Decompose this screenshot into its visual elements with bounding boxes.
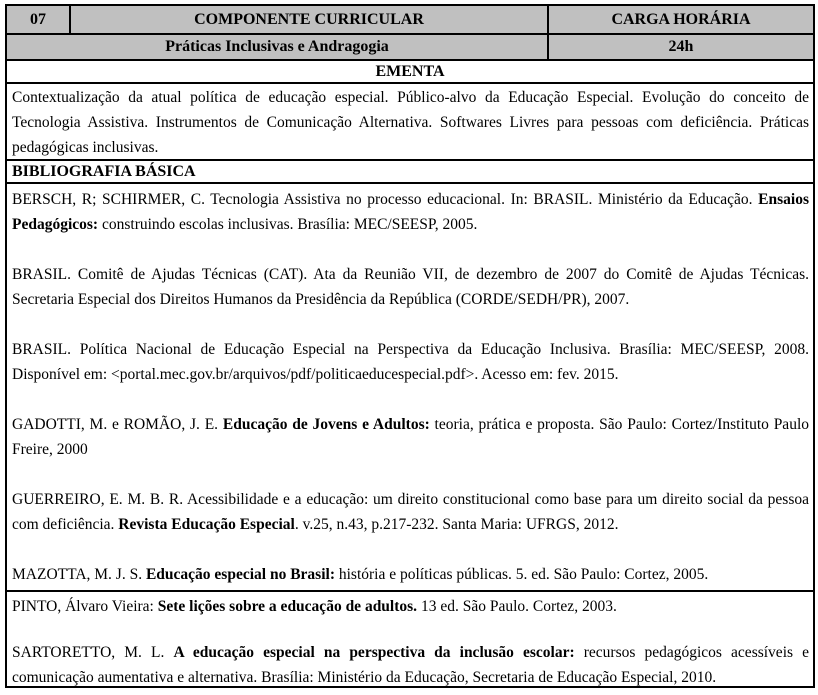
- bibliography-heading: BIBLIOGRAFIA BÁSICA: [7, 159, 813, 182]
- entry-bold-title: Educação de Jovens e Adultos:: [222, 416, 430, 433]
- curriculum-table: [5, 4, 815, 688]
- bibliography-entry-brasil-cat: [12, 262, 809, 312]
- component-name-row: [7, 33, 813, 59]
- bibliography-entry-mazotta: [12, 562, 809, 587]
- workload-header: CARGA HORÁRIA: [611, 10, 751, 28]
- bibliography-entry-bersch: [12, 187, 809, 237]
- bibliography-cell-primary: [7, 182, 813, 590]
- entry-text: BERSCH, R; SCHIRMER, C. Tecnologia Assistiva no processo educacional. In: BRASIL. Ministério da Educação.: [12, 191, 759, 208]
- bibliography-entry-brasil-politica: [12, 337, 809, 387]
- entry-text: GUERREIRO, E. M. B. R. Acessibilidade e a educação: um direito constitucional como base para um direito social da pessoa com deficiência.: [12, 491, 809, 533]
- component-number-cell: 07: [7, 6, 71, 33]
- component-curricular-header: COMPONENTE CURRICULAR: [71, 6, 549, 33]
- workload-value-cell: 24h: [668, 38, 694, 55]
- entry-text: . v.25, n.43, p.217-232. Santa Maria: UFRGS, 2012.: [294, 516, 619, 533]
- bibliography-entry-gadotti: [12, 412, 809, 462]
- entry-text: BRASIL. Política Nacional de Educação Especial na Perspectiva da Educação Inclusiva. Brasília: MEC/SEESP, 2008. Disponível em: <portal.mec.gov.br/arquivos/pdf/politicaeducespecial.pdf>. Acesso em: fev. 2015.: [12, 341, 809, 383]
- bibliography-entry-pinto: [12, 594, 809, 619]
- ementa-text: Contextualização da atual política de educação especial. Público-alvo da Educação Especial. Evolução do conceito de Tecnologia Assistiva. Instrumentos de Comunicação Alternativa. Softwares Livres para pessoas com deficiência. Práticas pedagógicas inclusivas.: [7, 82, 813, 159]
- bibliography-entry-guerreiro: [12, 487, 809, 537]
- header-row: [7, 6, 813, 33]
- entry-text: recursos pedagógicos acessíveis e comunicação aumentativa e alternativa. Brasília: Ministério da Educação, Secretaria de Educação Especial, 2010.: [12, 644, 810, 686]
- entry-text: teoria, prática e proposta. São Paulo: Cortez/Instituto Paulo Freire, 2000: [12, 416, 809, 458]
- entry-text: PINTO, Álvaro Vieira:: [12, 598, 158, 615]
- entry-text: MAZOTTA, M. J. S.: [12, 566, 146, 583]
- entry-bold-title: A educação especial na perspectiva da inclusão escolar:: [173, 644, 575, 661]
- entry-text: construindo escolas inclusivas. Brasília: MEC/SEESP, 2005.: [98, 216, 478, 233]
- entry-bold-title: Revista Educação Especial: [118, 516, 295, 533]
- entry-bold-title: Educação especial no Brasil:: [145, 566, 335, 583]
- entry-bold-title: Ensaios Pedagógicos:: [12, 191, 809, 233]
- entry-text: GADOTTI, M. e ROMÃO, J. E.: [12, 416, 223, 433]
- entry-text: 13 ed. São Paulo. Cortez, 2003.: [417, 598, 617, 615]
- entry-text: BRASIL. Comitê de Ajudas Técnicas (CAT). Ata da Reunião VII, de dezembro de 2007 do Comitê de Ajudas Técnicas. Secretaria Especial dos Direitos Humanos da Presidência da República (CORDE/SEDH/PR), 2007.: [12, 266, 809, 308]
- entry-text: história e políticas públicas. 5. ed. São Paulo: Cortez, 2005.: [334, 566, 709, 583]
- bibliography-entry-sartoretto: [12, 640, 809, 686]
- entry-bold-title: Sete lições sobre a educação de adultos.: [157, 598, 418, 615]
- ementa-heading: EMENTA: [7, 59, 813, 82]
- entry-text: SARTORETTO, M. L.: [12, 644, 174, 661]
- component-name-cell: Práticas Inclusivas e Andragogia: [7, 35, 549, 59]
- bibliography-cell-secondary: [7, 590, 813, 686]
